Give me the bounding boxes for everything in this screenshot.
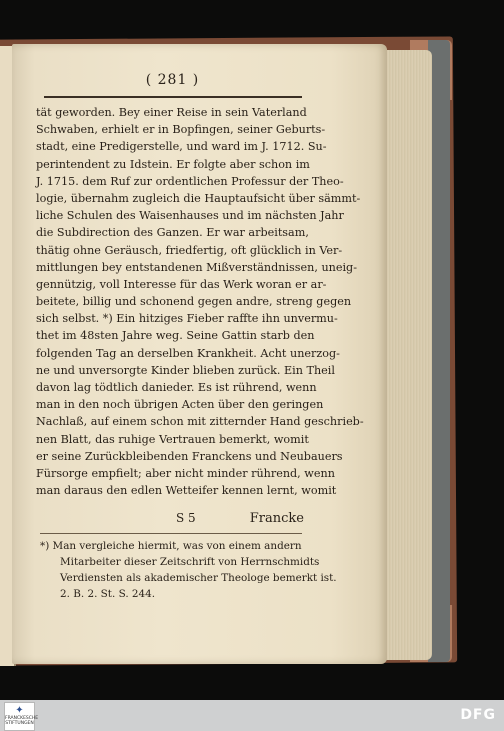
signature-line: [36, 511, 304, 529]
text-line: Fürsorge empfielt; aber nicht minder rührend, wenn: [36, 466, 335, 480]
catchword: Francke: [249, 511, 304, 526]
footnote-line: Mitarbeiter dieser Zeitschrift von Herrnschmidts: [60, 556, 320, 568]
text-line: folgenden Tag an derselben Krankheit. Acht unerzog-: [36, 346, 340, 360]
body-text: [36, 104, 364, 499]
text-line: ne und unversorgte Kinder blieben zurück. Ein Theil: [36, 363, 335, 377]
page-number-header: ( 281 ): [145, 72, 200, 88]
viewer-footer-bar: [0, 700, 504, 731]
footnote: [40, 538, 337, 602]
text-line: man in den noch übrigen Acten über den geringen: [36, 398, 324, 412]
text-line: beitete, billig und schonend gegen andre, streng gegen: [36, 295, 352, 309]
logo-emblem-icon: ✦: [15, 705, 24, 716]
text-line: stadt, eine Predigerstelle, und ward im J. 1712. Su-: [36, 140, 327, 154]
header-rule: [44, 96, 302, 98]
signature-mark: S 5: [176, 511, 196, 525]
page-fore-edge: [380, 50, 432, 660]
text-line: J. 1715. dem Ruf zur ordentlichen Professur der Theo-: [36, 174, 344, 188]
text-line: Schwaben, erhielt er in Bopfingen, seiner Geburts-: [36, 123, 326, 137]
text-line: davon lag tödtlich danieder. Es ist rührend, wenn: [36, 381, 317, 394]
text-line: sich selbst. *) Ein hitziges Fieber raffte ihn unvermu-: [36, 312, 338, 326]
franckesche-stiftungen-logo[interactable]: ✦ FRANCKESCHE STIFTUNGEN: [4, 702, 35, 731]
footnote-line: Verdiensten als akademischer Theologe bemerkt ist.: [60, 572, 337, 584]
text-line: Nachlaß, auf einem schon mit zitternder Hand geschrieb-: [36, 415, 364, 429]
text-line: mittlungen bey entstandenen Mißverständnissen, uneig-: [36, 260, 357, 274]
text-line: thet im 48sten Jahre weg. Seine Gattin starb den: [36, 329, 315, 343]
text-line: liche Schulen des Waisenhauses und im nächsten Jahr: [36, 209, 344, 223]
dfg-logo[interactable]: DFG: [460, 707, 496, 723]
text-line: man daraus den edlen Wetteifer kennen lernt, womit: [36, 484, 337, 498]
footnote-line: 2. B. 2. St. S. 244.: [60, 588, 156, 600]
text-line: logie, übernahm zugleich die Hauptaufsicht über sämmt-: [36, 191, 361, 205]
text-line: gennützig, voll Interesse für das Werk woran er ar-: [36, 277, 327, 291]
text-line: nen Blatt, das ruhige Vertrauen bemerkt, womit: [36, 432, 309, 446]
text-line: perintendent zu Idstein. Er folgte aber schon im: [36, 157, 310, 171]
text-line: die Subdirection des Ganzen. Er war arbeitsam,: [36, 226, 309, 240]
text-line: er seine Zurückbleibenden Franckens und Neubauers: [36, 449, 343, 463]
text-line: thätig ohne Geräusch, friedfertig, oft glücklich in Ver-: [36, 243, 343, 257]
text-line: tät geworden. Bey einer Reise in sein Vaterland: [36, 106, 307, 119]
footnote-rule: [40, 533, 302, 534]
footnote-line: *) Man vergleiche hiermit, was von einem andern: [40, 540, 302, 552]
